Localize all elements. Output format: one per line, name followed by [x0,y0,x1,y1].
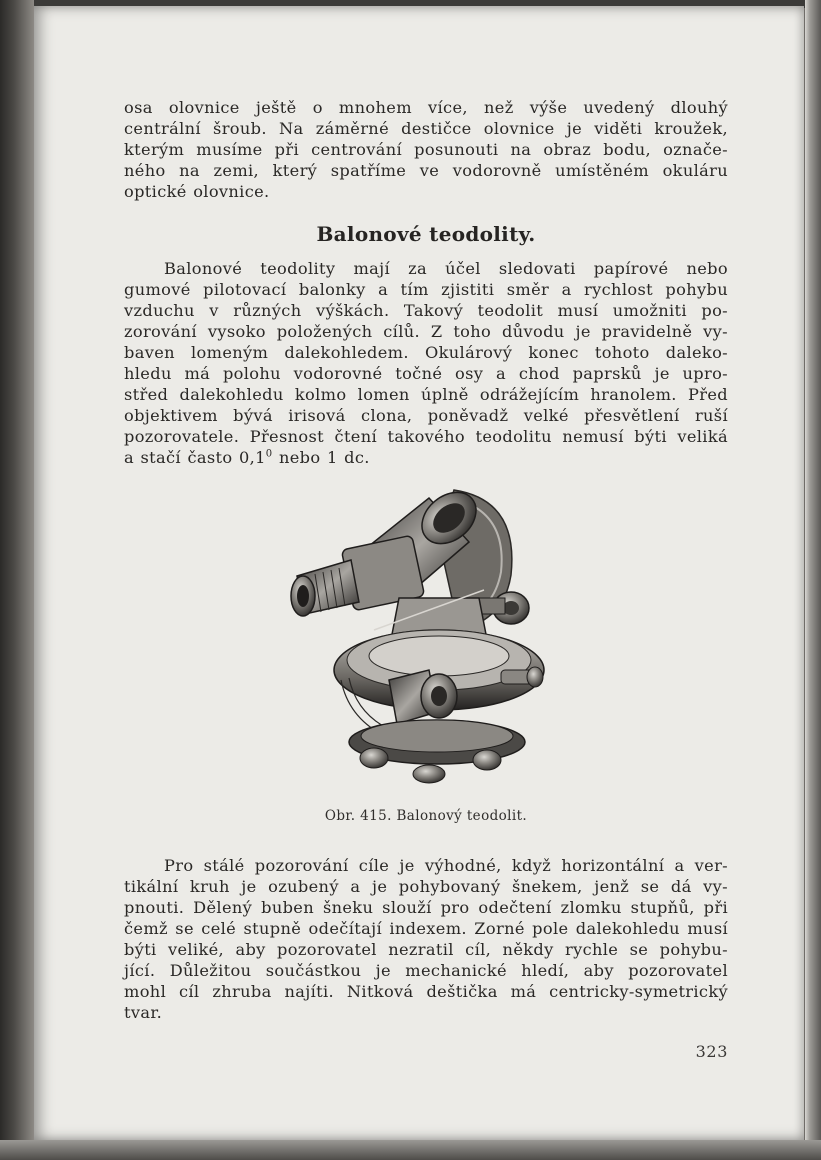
figure-caption: Obr. 415. Balonový teodolit. [324,808,528,824]
text-line: pozorovatele. Přesnost čtení takového teodolitu nemusí býti veliká [124,427,728,446]
paragraph-observation [124,855,728,1023]
theodolite-illustration [279,480,549,786]
text-fragment: nebo 1 dc. [272,448,370,467]
scan-bottom-border [0,1140,821,1160]
text-line: čemž se celé stupně odečítají indexem. Zorné pole dalekohledu musí [124,919,728,938]
text-line: kterým musíme při centrování posunouti na obraz bodu, označe- [124,140,728,159]
page-edge-right [805,0,821,1160]
paragraph-plumb-line [124,97,728,202]
text-line: jící. Důležitou součástkou je mechanické hledí, aby pozorovatel [124,961,728,980]
book-spine-shadow [0,0,34,1160]
text-line: gumové pilotovací balonky a tím zjistiti směr a rychlost pohybu [124,280,728,299]
text-line: zorování vysoko položených cílů. Z toho důvodu je pravidelně vy- [124,322,728,341]
text-line: střed dalekohledu kolmo lomen úplně odrážejícím hranolem. Před [124,385,728,404]
page-number: 323 [695,1042,728,1061]
text-line: centrální šroub. Na záměrné destičce olovnice je viděti kroužek, [124,119,728,138]
paragraph-balloon-theodolites [124,258,728,468]
text-line: tikální kruh je ozubený a je pohybovaný šnekem, jenž se dá vy- [124,877,728,896]
section-heading: Balonové teodolity. [316,222,536,246]
text-line: hledu má polohu vodorovné točné osy a chod paprsků je upro- [124,364,728,383]
text-line: objektivem bývá irisová clona, poněvadž velké přesvětlení ruší [124,406,728,425]
text-line-last [124,447,728,468]
text-fragment: a stačí často 0,1 [124,448,266,467]
text-line: osa olovnice ještě o mnohem více, než výše uvedený dlouhý [124,98,728,117]
text-line: Balonové teodolity mají za účel sledovati papírové nebo [164,259,728,278]
book-page [34,6,804,1140]
text-line: optické olovnice. [124,182,270,201]
text-line: Pro stálé pozorování cíle je výhodné, když horizontální a ver- [164,856,728,875]
text-line: býti veliké, aby pozorovatel nezratil cíl, někdy rychle se pohybu- [124,940,728,959]
text-line: tvar. [124,1003,163,1022]
text-line: ného na zemi, který spatříme ve vodorovně umístěném okuláru [124,161,728,180]
text-line: vzduchu v různých výškách. Takový teodolit musí umožniti po- [124,301,728,320]
text-line: mohl cíl zhruba najíti. Nitková deštička má centricky-symetrický [124,982,728,1001]
degree-superscript: 0 [265,448,273,460]
text-line: pnouti. Dělený buben šneku slouží pro odečtení zlomku stupňů, při [124,898,728,917]
text-line: baven lomeným dalekohledem. Okulárový konec tohoto daleko- [124,343,728,362]
